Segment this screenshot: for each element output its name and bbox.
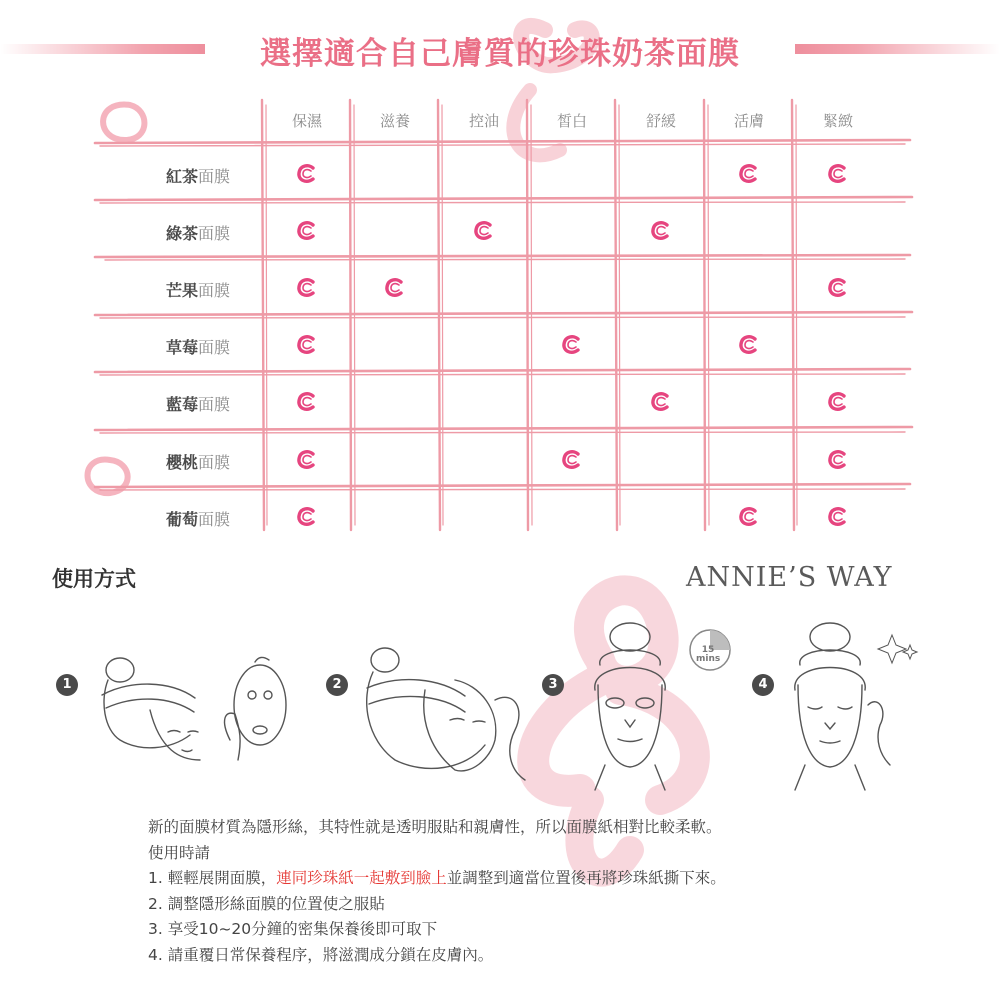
col-head-2: 控油: [468, 112, 499, 130]
step-1-illustration-icon: [90, 640, 290, 790]
mark-pink-c-swirl-icon: [826, 391, 850, 413]
row-fruit: 草莓: [165, 338, 198, 357]
mark-pink-c-swirl-icon: [649, 220, 673, 242]
mark-pink-c-swirl-icon: [295, 220, 319, 242]
mark-pink-c-swirl-icon: [295, 391, 319, 413]
mark-pink-c-swirl-icon: [737, 163, 761, 185]
col-head-5: 活膚: [733, 112, 764, 130]
row-type: 面膜: [197, 338, 230, 357]
mark-pink-c-swirl-icon: [826, 449, 850, 471]
desc-step-3: 3. 享受10~20分鐘的密集保養後即可取下: [148, 920, 438, 938]
row-fruit: 綠茶: [165, 224, 198, 243]
usage-title: 使用方式: [52, 567, 136, 591]
row-type: 面膜: [197, 167, 230, 186]
mark-pink-c-swirl-icon: [560, 334, 584, 356]
mark-pink-c-swirl-icon: [295, 506, 319, 528]
step-badge-3: 3: [542, 674, 564, 696]
desc-intro: 新的面膜材質為隱形絲，其特性就是透明服貼和親膚性，所以面膜紙相對比較柔軟。: [148, 818, 722, 836]
mark-pink-c-swirl-icon: [295, 334, 319, 356]
step-badge-1: 1: [56, 674, 78, 696]
desc-intro2: 使用時請: [148, 843, 211, 862]
mark-pink-c-swirl-icon: [826, 163, 850, 185]
mark-pink-c-swirl-icon: [560, 449, 584, 471]
desc-step-1-a: 1. 輕輕展開面膜，: [148, 869, 277, 887]
timer-value: 15: [701, 645, 715, 655]
mark-pink-c-swirl-icon: [295, 163, 319, 185]
mark-pink-c-swirl-icon: [649, 391, 673, 413]
row-fruit: 紅茶: [165, 167, 198, 186]
mark-pink-c-swirl-icon: [383, 277, 407, 299]
row-type: 面膜: [197, 395, 230, 414]
col-head-6: 緊緻: [822, 112, 853, 130]
col-head-1: 滋養: [379, 112, 410, 130]
col-head-4: 舒緩: [645, 112, 676, 130]
mark-pink-c-swirl-icon: [737, 506, 761, 528]
mark-pink-c-swirl-icon: [826, 506, 850, 528]
row-fruit: 藍莓: [165, 395, 198, 414]
row-fruit: 櫻桃: [165, 453, 198, 472]
col-head-3: 皙白: [556, 112, 587, 130]
usage-description: [148, 815, 908, 968]
step-2-illustration-icon: [355, 630, 535, 795]
desc-step-1-highlight: 連同珍珠紙一起敷到臉上: [276, 869, 447, 887]
row-fruit: 葡萄: [165, 510, 198, 529]
step-4-illustration-icon: [780, 615, 920, 795]
row-type: 面膜: [197, 224, 230, 243]
mark-pink-c-swirl-icon: [295, 277, 319, 299]
mark-pink-c-swirl-icon: [737, 334, 761, 356]
row-type: 面膜: [197, 281, 230, 300]
col-head-0: 保濕: [291, 112, 322, 130]
row-fruit: 芒果: [165, 281, 198, 300]
row-type: 面膜: [197, 510, 230, 529]
step-badge-4: 4: [752, 674, 774, 696]
desc-step-1: [148, 866, 908, 892]
brand-logo: ANNIE’S WAY: [686, 562, 893, 593]
mark-pink-c-swirl-icon: [826, 277, 850, 299]
page-title: 選擇適合自己膚質的珍珠奶茶面膜: [260, 36, 740, 72]
desc-step-1-b: 並調整到適當位置後再將珍珠紙撕下來。: [446, 869, 726, 887]
mark-pink-c-swirl-icon: [472, 220, 496, 242]
desc-step-4: 4. 請重覆日常保養程序，將滋潤成分鎖在皮膚內。: [148, 945, 494, 964]
timer-unit: mins: [696, 654, 721, 664]
desc-step-2: 2. 調整隱形絲面膜的位置使之服貼: [148, 894, 385, 913]
mark-pink-c-swirl-icon: [295, 449, 319, 471]
row-type: 面膜: [197, 453, 230, 472]
step-badge-2: 2: [326, 674, 348, 696]
